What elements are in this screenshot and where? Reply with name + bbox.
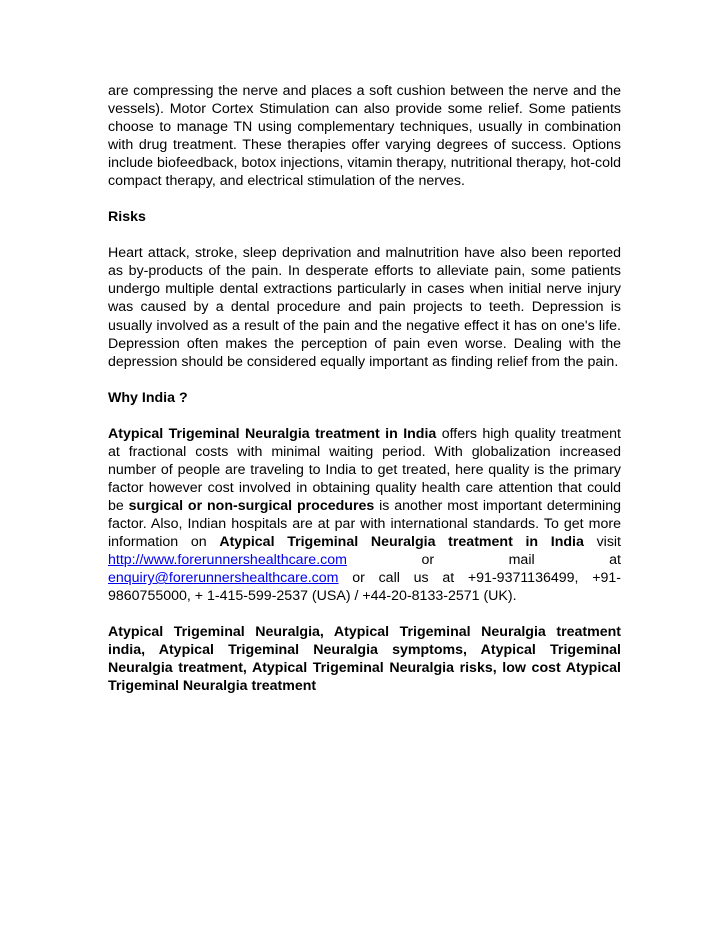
- treatment-in-india-bold: Atypical Trigeminal Neuralgia treatment in India: [219, 533, 584, 550]
- risks-paragraph: Heart attack, stroke, sleep deprivation and malnutrition have also been reported as by-products of the pain. In desperate efforts to alleviate pain, some patients undergo multiple dental extractions particularly in cases when initial nerve injury was caused by a dental procedure and pain projects to teeth. Depression is usually involved as a result of the pain and the negative effect it has on one's life. Depression often makes the perception of pain even worse. Dealing with the depression should be considered equally important as finding relief from the pain.: [108, 245, 621, 370]
- email-link[interactable]: enquiry@forerunnershealthcare.com: [108, 570, 339, 587]
- risks-heading: Risks: [108, 209, 146, 226]
- keywords-paragraph: Atypical Trigeminal Neuralgia, Atypical Trigeminal Neuralgia treatment india, Atypical Trigeminal Neuralgia symptoms, Atypical Trigeminal Neuralgia treatment, Atypical Trigeminal Neuralgia risks, low cost Atypical Trigeminal Neuralgia treatment: [108, 624, 621, 695]
- document-page: [108, 82, 621, 695]
- why-india-heading: Why India ?: [108, 389, 188, 406]
- intro-paragraph: are compressing the nerve and places a soft cushion between the nerve and the vessels). Motor Cortex Stimulation can also provide some relief. Some patients choose to manage TN using complementary techniques, usually in combination with drug treatment. These therapies offer varying degrees of success. Options include biofeedback, botox injections, vitamin therapy, nutritional therapy, hot-cold compact therapy, and electrical stimulation of the nerves.: [108, 83, 621, 190]
- why-india-text-1: offers high quality treatment at fractional costs with minimal waiting period. With globalization increased number of people are traveling to India to get treated, here quality is the primary factor however cost involved in obtaining quality health care attention that could be: [108, 425, 621, 514]
- why-india-text-4: or mail at: [346, 552, 621, 569]
- website-link[interactable]: http://www.forerunnershealthcare.com: [108, 552, 347, 569]
- why-india-text-2: is another most important determining factor. Also, Indian hospitals are at par with international standards. To get more information on: [108, 497, 621, 550]
- why-india-lead-bold: Atypical Trigeminal Neuralgia treatment in India: [108, 425, 437, 442]
- why-india-text-5: or call us at +91-9371136499, +91-9860755000, + 1-415-599-2537 (USA) / +44-20-8133-2571 (UK).: [108, 570, 621, 605]
- why-india-text-3: visit: [583, 533, 622, 550]
- why-india-paragraph: [108, 425, 621, 605]
- procedures-bold: surgical or non-surgical procedures: [128, 497, 375, 514]
